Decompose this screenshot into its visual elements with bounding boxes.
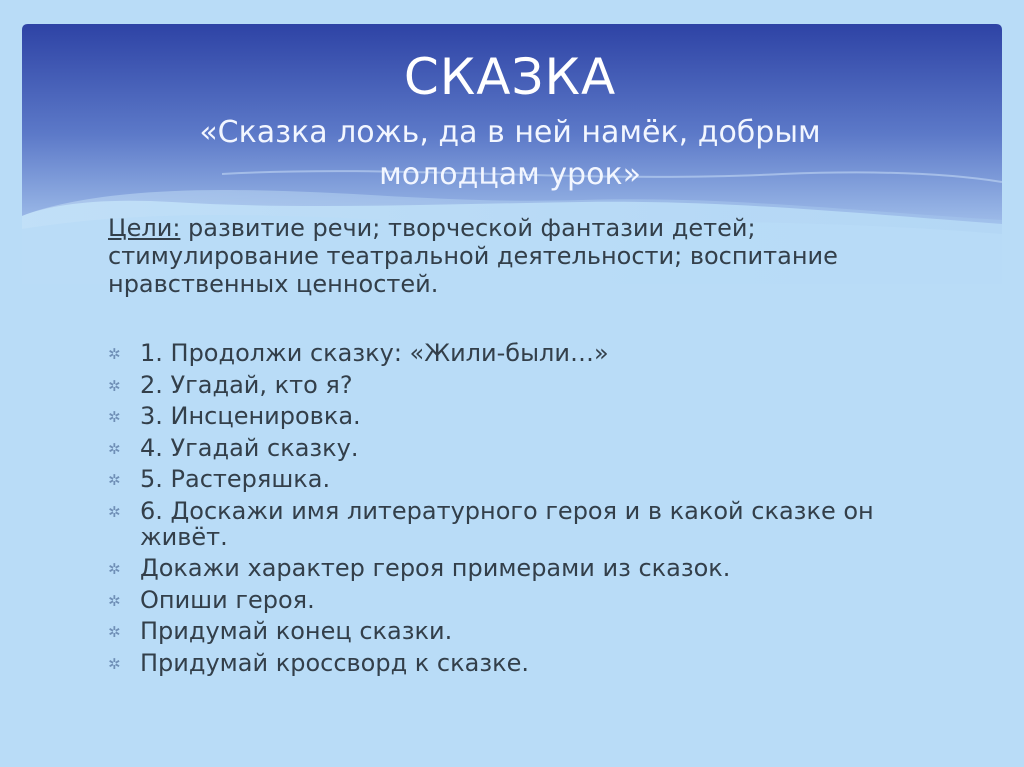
slide-subtitle [60, 112, 960, 196]
goals-text: развитие речи; творческой фантазии детей; стимулирование театральной деятельности; воспитание нравственных ценностей. [108, 214, 838, 298]
list-item [108, 403, 928, 429]
goals-paragraph [108, 214, 928, 298]
list-item-text: 4. Угадай сказку. [140, 433, 359, 462]
star-bullet-icon: ✲ [108, 345, 121, 363]
star-bullet-icon: ✲ [108, 408, 121, 426]
list-item [108, 435, 928, 461]
list-item-text: Придумай кроссворд к сказке. [140, 648, 529, 677]
star-bullet-icon: ✲ [108, 654, 121, 673]
task-list [108, 340, 928, 676]
star-bullet-icon: ✲ [108, 502, 121, 521]
list-item-text: 5. Растеряшка. [140, 465, 331, 493]
star-bullet-icon: ✲ [108, 560, 121, 578]
list-item-text: 2. Угадай, кто я? [140, 370, 353, 399]
slide-title: СКАЗКА [403, 48, 617, 106]
star-bullet-icon: ✲ [108, 591, 121, 610]
list-item-text: Докажи характер героя примерами из сказок. [140, 554, 731, 582]
star-bullet-icon: ✲ [108, 623, 121, 641]
list-item-text: 6. Доскажи имя литературного героя и в какой сказке он живёт. [140, 496, 874, 551]
list-item [108, 466, 928, 492]
star-bullet-icon: ✲ [108, 439, 121, 458]
list-item [108, 555, 928, 581]
subtitle-line-2: молодцам урок» [379, 157, 641, 192]
list-item [108, 498, 928, 550]
list-item [108, 650, 928, 676]
star-bullet-icon: ✲ [108, 471, 121, 489]
subtitle-line-1: «Сказка ложь, да в ней намёк, добрым [199, 115, 821, 150]
goals-label: Цели: [108, 214, 181, 242]
list-item-text: Опиши героя. [140, 585, 315, 614]
star-bullet-icon: ✲ [108, 376, 121, 395]
list-item-text: Придумай конец сказки. [140, 617, 453, 645]
slide-content [108, 214, 928, 681]
title-block [60, 46, 960, 196]
list-item [108, 372, 928, 398]
list-item-text: 3. Инсценировка. [140, 402, 361, 430]
list-item-text: 1. Продолжи сказку: «Жили-были…» [140, 339, 609, 367]
list-item [108, 340, 928, 366]
list-item [108, 618, 928, 644]
list-item [108, 587, 928, 613]
